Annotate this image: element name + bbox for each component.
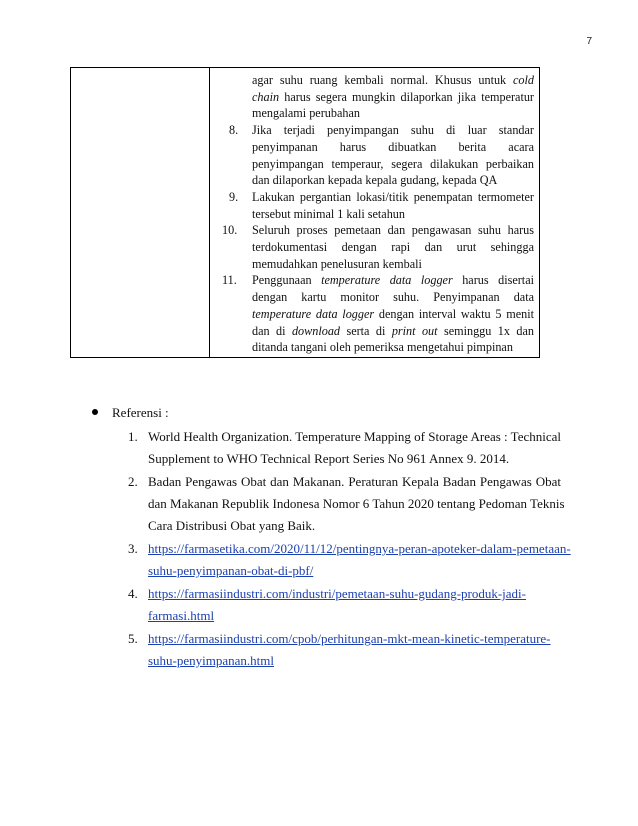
reference-line: Supplement to WHO Technical Report Series No 961 Annex 9. 2014.: [148, 451, 510, 466]
italic-term: temperature data logger: [252, 306, 375, 321]
step-9: [219, 189, 534, 222]
text-span: serta di: [340, 323, 392, 338]
text-span: harus segera mungkin dilaporkan jika temperatur: [279, 89, 534, 104]
reference-link-wrap: [148, 538, 571, 582]
step-line: [252, 306, 534, 323]
step-line: memudahkan penelusuran kembali: [252, 256, 422, 271]
reference-line: Cara Distribusi Obat yang Baik.: [148, 518, 316, 533]
reference-item: [128, 426, 561, 470]
reference-number: 3.: [128, 541, 138, 556]
step-line: dengan kartu monitor suhu. Penyimpanan data: [252, 290, 534, 305]
step-line: [252, 89, 534, 106]
step-line: ditanda tangani oleh pemeriksa mengetahui pimpinan: [252, 340, 513, 355]
reference-link[interactable]: suhu-penyimpanan.html: [148, 653, 275, 668]
reference-link[interactable]: suhu-penyimpanan-obat-di-pbf/: [148, 563, 314, 578]
reference-item: [128, 471, 565, 537]
reference-line: Badan Pengawas Obat dan Makanan. Peraturan Kepala Badan Pengawas Obat: [148, 474, 561, 489]
step-line: mengalami perubahan: [252, 106, 360, 121]
step-number: 8.: [229, 123, 239, 138]
italic-term: temperature data logger: [321, 273, 453, 288]
reference-item: [128, 538, 571, 582]
italic-term: print out: [391, 323, 438, 338]
reference-link-wrap: [148, 628, 561, 672]
page-number: 7: [586, 36, 592, 47]
step-line: Seluruh proses pemetaan dan pengawasan suhu harus: [252, 223, 534, 238]
text-span: seminggu 1x dan: [437, 323, 535, 338]
reference-link[interactable]: https://farmasetika.com/2020/11/12/pentingnya-peran-apoteker-dalam-pemetaan-: [148, 541, 571, 556]
step-11: [219, 272, 534, 356]
step-line: dan dilaporkan kepada kepala gudang, kepada QA: [252, 173, 498, 188]
references-section: [92, 404, 572, 668]
procedure-steps: [219, 72, 534, 356]
step-number: 11.: [222, 273, 237, 288]
table-column-divider: [209, 68, 210, 357]
reference-line: World Health Organization. Temperature Mapping of Storage Areas : Technical: [148, 429, 562, 444]
italic-term: download: [291, 323, 341, 338]
reference-link[interactable]: https://farmasiindustri.com/cpob/perhitungan-mkt-mean-kinetic-temperature-: [148, 631, 551, 646]
text-span: dan di: [252, 323, 292, 338]
text-span: Penggunaan: [252, 273, 322, 288]
reference-item: [128, 583, 561, 627]
step-line: [252, 323, 534, 340]
step-line: tersebut minimal 1 kali setahun: [252, 206, 405, 221]
bullet-icon: [92, 409, 98, 415]
step-line: terdokumentasi dengan rapi dan urut sehingga: [252, 240, 534, 255]
step-line: [252, 72, 534, 89]
text-span: harus disertai: [452, 273, 534, 288]
reference-link[interactable]: farmasi.html: [148, 608, 215, 623]
step-line: penyimpangan temperaur, segera dilakukan perbaikan: [252, 156, 534, 171]
text-span: agar suhu ruang kembali normal. Khusus untuk: [252, 73, 514, 87]
step-line: Lakukan pergantian lokasi/titik penempatan termometer: [252, 189, 534, 204]
step-line: [252, 272, 534, 289]
procedure-table: [70, 67, 540, 358]
step-number: 10.: [222, 223, 238, 238]
text-span: dengan interval waktu 5 menit: [374, 306, 534, 321]
reference-number: 2.: [128, 474, 138, 489]
references-heading: [92, 404, 572, 421]
reference-link-wrap: [148, 583, 561, 627]
reference-number: 4.: [128, 586, 138, 601]
reference-number: 5.: [128, 631, 138, 646]
references-heading-text: Referensi :: [112, 405, 169, 420]
reference-list: [128, 426, 571, 673]
step-7-continuation: [219, 72, 534, 122]
reference-line: dan Makanan Republik Indonesa Nomor 6 Tahun 2020 tentang Pedoman Teknis: [148, 496, 565, 511]
reference-item: [128, 628, 561, 672]
step-number: 9.: [229, 189, 239, 204]
step-line: penyimpanan harus dibuatkan berita acara: [252, 139, 534, 154]
step-line: Jika terjadi penyimpangan suhu di luar standar: [252, 123, 534, 138]
reference-number: 1.: [128, 429, 138, 444]
reference-link[interactable]: https://farmasiindustri.com/industri/pemetaan-suhu-gudang-produk-jadi-: [148, 586, 527, 601]
italic-term: cold: [513, 73, 534, 87]
step-8: [219, 122, 534, 189]
italic-term: chain: [252, 89, 280, 104]
step-10: [219, 222, 534, 272]
